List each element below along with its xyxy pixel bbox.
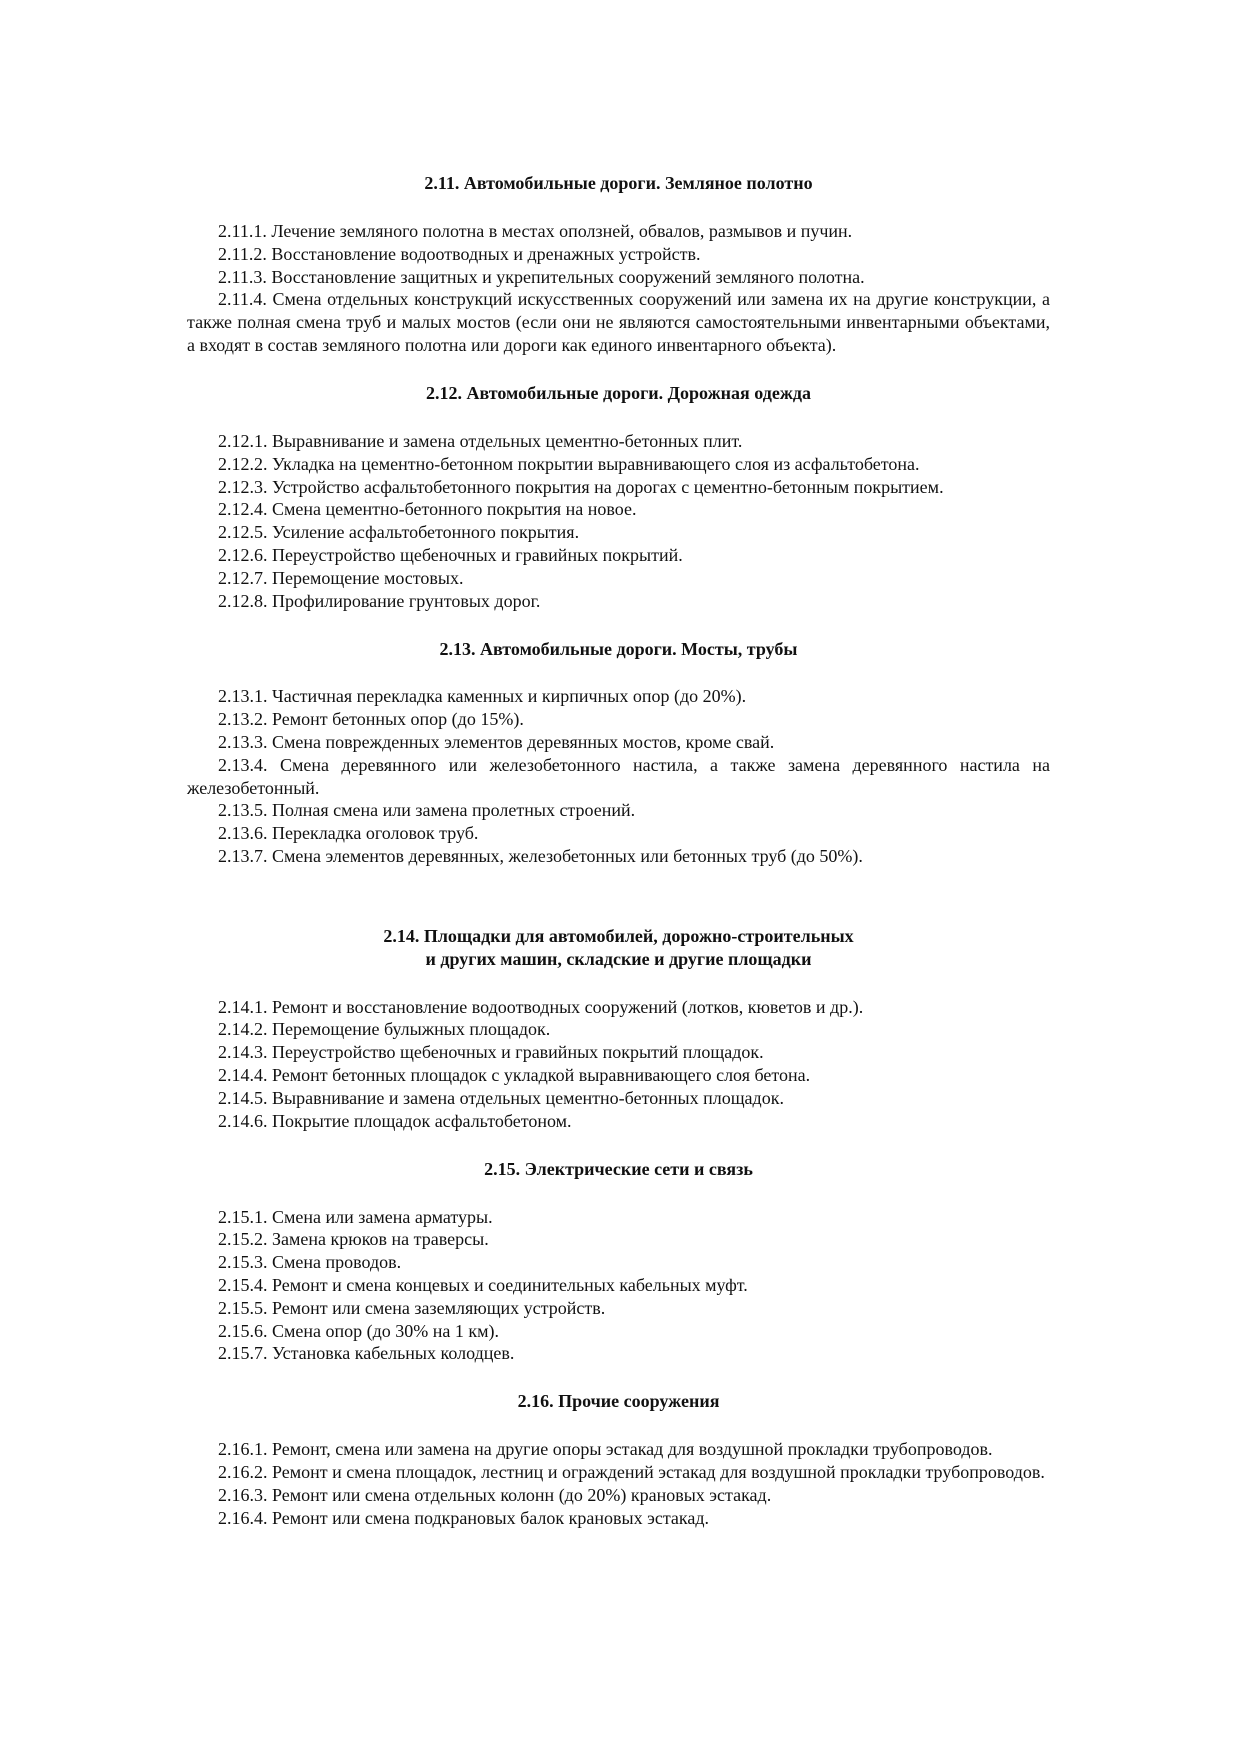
list-item: 2.15.2. Замена крюков на траверсы. xyxy=(218,1229,489,1250)
list-item: 2.13.7. Смена элементов деревянных, железобетонных или бетонных труб (до 50%). xyxy=(218,846,863,867)
section-heading-line: 2.16. Прочие сооружения xyxy=(517,1391,720,1412)
section xyxy=(187,382,1050,612)
list-item: 2.14.1. Ремонт и восстановление водоотводных сооружений (лотков, кюветов и др.). xyxy=(218,996,864,1017)
list-item: 2.14.2. Перемощение булыжных площадок. xyxy=(218,1019,551,1040)
section xyxy=(187,1158,1050,1366)
list-item: 2.16.1. Ремонт, смена или замена на другие опоры эстакад для воздушной прокладки трубопроводов. xyxy=(218,1439,993,1460)
section xyxy=(187,638,1050,868)
section-heading-line: и других машин, складские и другие площадки xyxy=(425,948,812,969)
list-item: 2.14.5. Выравнивание и замена отдельных цементно-бетонных площадок. xyxy=(218,1087,784,1108)
list-item: 2.15.5. Ремонт или смена заземляющих устройств. xyxy=(218,1297,606,1318)
section-heading-line: 2.12. Автомобильные дороги. Дорожная одежда xyxy=(426,382,811,403)
list-item: 2.15.7. Установка кабельных колодцев. xyxy=(218,1343,515,1364)
list-item: 2.13.4. Смена деревянного или железобетонного настила, а также замена деревянного настила на железобетонный. xyxy=(187,754,1050,798)
list-item: 2.15.1. Смена или замена арматуры. xyxy=(218,1206,493,1227)
section-heading-line: 2.15. Электрические сети и связь xyxy=(484,1158,753,1179)
list-item: 2.12.2. Укладка на цементно-бетонном покрытии выравнивающего слоя из асфальтобетона. xyxy=(218,453,920,474)
section-heading-line: 2.14. Площадки для автомобилей, дорожно-строительных xyxy=(383,925,854,946)
list-item: 2.14.6. Покрытие площадок асфальтобетоном. xyxy=(218,1110,572,1131)
list-item: 2.11.1. Лечение земляного полотна в местах оползней, обвалов, размывов и пучин. xyxy=(218,220,853,241)
list-item: 2.14.4. Ремонт бетонных площадок с укладкой выравнивающего слоя бетона. xyxy=(218,1065,811,1086)
section xyxy=(187,1390,1050,1529)
list-item: 2.12.3. Устройство асфальтобетонного покрытия на дорогах с цементно-бетонным покрытием. xyxy=(218,476,944,497)
list-item: 2.12.7. Перемощение мостовых. xyxy=(218,567,464,588)
document-page xyxy=(187,172,1050,1555)
list-item: 2.13.1. Частичная перекладка каменных и кирпичных опор (до 20%). xyxy=(218,686,747,707)
section-heading xyxy=(187,925,1050,971)
list-item: 2.15.6. Смена опор (до 30% на 1 км). xyxy=(218,1320,500,1341)
list-item: 2.15.3. Смена проводов. xyxy=(218,1252,402,1273)
section-heading-line: 2.11. Автомобильные дороги. Земляное полотно xyxy=(424,173,813,193)
list-item: 2.11.2. Восстановление водоотводных и дренажных устройств. xyxy=(218,243,701,264)
list-item: 2.16.4. Ремонт или смена подкрановых балок крановых эстакад. xyxy=(218,1507,710,1528)
list-item: 2.13.3. Смена поврежденных элементов деревянных мостов, кроме свай. xyxy=(218,732,775,753)
list-item: 2.12.5. Усиление асфальтобетонного покрытия. xyxy=(218,522,580,543)
list-item: 2.16.2. Ремонт и смена площадок, лестниц и ограждений эстакад для воздушной прокладки трубопроводов. xyxy=(218,1462,1045,1483)
list-item: 2.13.5. Полная смена или замена пролетных строений. xyxy=(218,800,636,821)
section-heading xyxy=(187,638,1050,661)
list-item: 2.12.4. Смена цементно-бетонного покрытия на новое. xyxy=(218,499,637,520)
section xyxy=(187,172,1050,357)
list-item: 2.13.6. Перекладка оголовок труб. xyxy=(218,823,479,844)
section-heading xyxy=(187,1158,1050,1181)
section-heading-line: 2.13. Автомобильные дороги. Мосты, трубы xyxy=(439,638,798,659)
list-item: 2.11.4. Смена отдельных конструкций искусственных сооружений или замена их на другие конструкции, а также полная смена труб и малых мостов (если они не являются самостоятельными инвентарными объектами, а входят в состав земляного полотна или дороги как единого инвентарного объекта). xyxy=(187,289,1050,355)
section xyxy=(187,925,1050,1133)
list-item: 2.11.3. Восстановление защитных и укрепительных сооружений земляного полотна. xyxy=(218,266,865,287)
list-item: 2.14.3. Переустройство щебеночных и гравийных покрытий площадок. xyxy=(218,1042,764,1063)
list-item: 2.12.1. Выравнивание и замена отдельных цементно-бетонных плит. xyxy=(218,430,743,451)
list-item: 2.15.4. Ремонт и смена концевых и соединительных кабельных муфт. xyxy=(218,1274,748,1295)
list-item: 2.12.8. Профилирование грунтовых дорог. xyxy=(218,590,541,611)
list-item: 2.13.2. Ремонт бетонных опор (до 15%). xyxy=(218,709,524,730)
section-heading xyxy=(187,1390,1050,1413)
list-item: 2.12.6. Переустройство щебеночных и гравийных покрытий. xyxy=(218,544,683,565)
section-heading xyxy=(187,382,1050,405)
list-item: 2.16.3. Ремонт или смена отдельных колонн (до 20%) крановых эстакад. xyxy=(218,1484,772,1505)
section-heading xyxy=(187,172,1050,195)
